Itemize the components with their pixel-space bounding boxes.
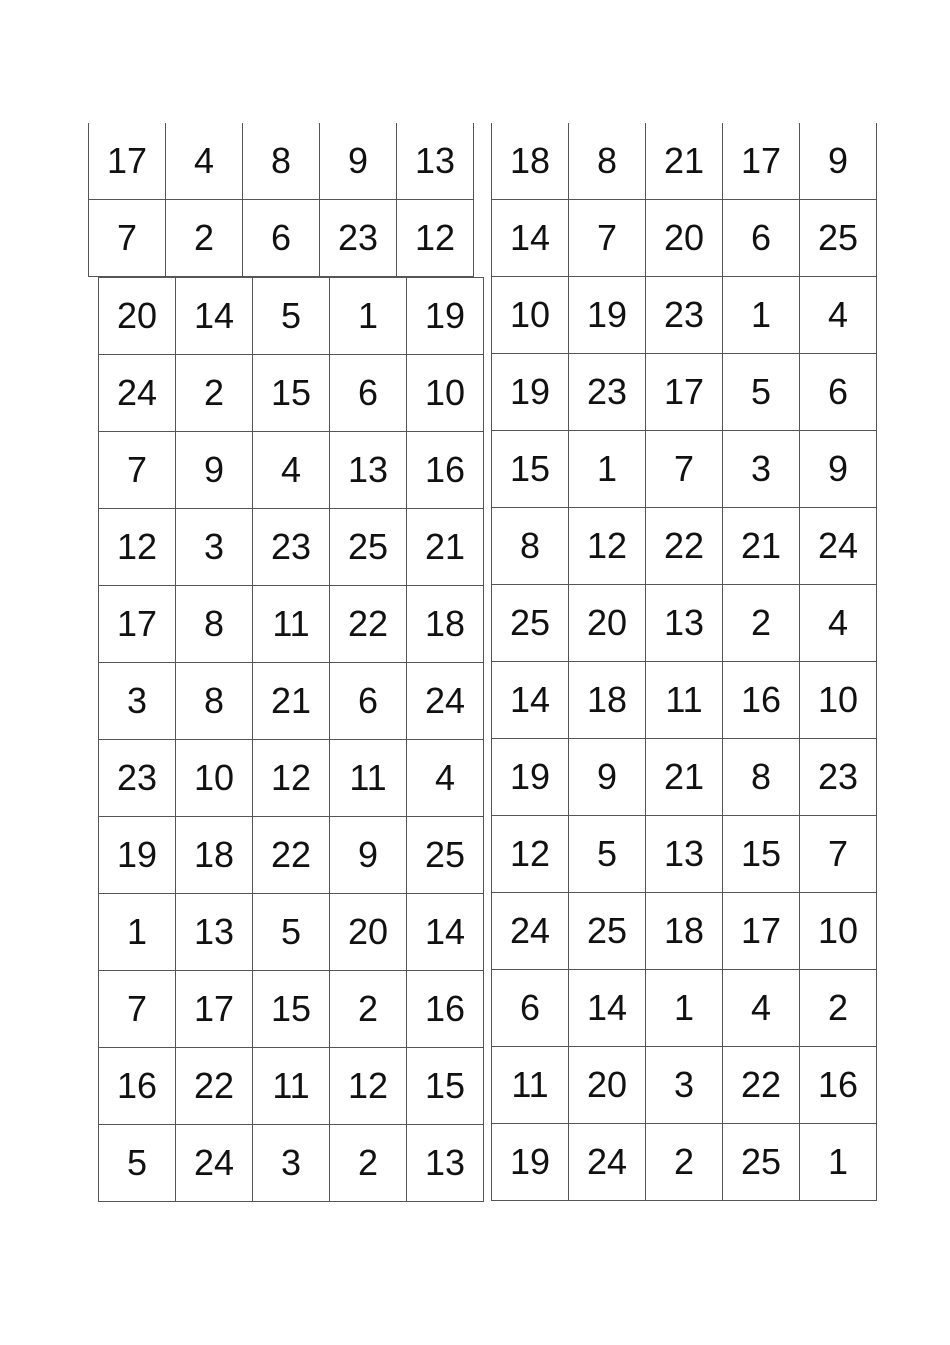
grid-cell: 19 [99,817,176,894]
grid-cell: 21 [646,739,723,816]
grid-cell: 9 [176,432,253,509]
grid-cell: 22 [723,1047,800,1124]
grid-cell: 4 [407,740,484,817]
grid-cell: 25 [492,585,569,662]
grid-cell: 21 [407,509,484,586]
grid-cell: 18 [407,586,484,663]
grid-cell: 4 [166,123,243,200]
grid-cell: 24 [176,1125,253,1202]
grid-cell: 1 [646,970,723,1047]
grid-cell: 16 [407,971,484,1048]
grid-cell: 13 [646,816,723,893]
grid-cell: 9 [800,431,877,508]
grid-cell: 23 [320,200,397,277]
grid-row [99,971,484,1048]
grid-cell: 20 [99,278,176,355]
grid-cell: 23 [569,354,646,431]
grid-cell: 13 [407,1125,484,1202]
grid-cell: 10 [176,740,253,817]
grid-cell: 22 [646,508,723,585]
grid-cell: 3 [99,663,176,740]
grid-cell: 20 [330,894,407,971]
grid-cell: 5 [723,354,800,431]
grid-cell: 23 [99,740,176,817]
grid-cell: 19 [569,277,646,354]
grid-row [99,1125,484,1202]
grid-cell: 8 [723,739,800,816]
grid-cell: 22 [253,817,330,894]
grid-row [492,893,877,970]
grid-cell: 8 [243,123,320,200]
grid-row [492,662,877,739]
grid-cell: 21 [646,123,723,200]
grid-cell: 19 [492,739,569,816]
grid-cell: 2 [330,1125,407,1202]
grid-row [99,894,484,971]
grid-cell: 7 [89,200,166,277]
grid-cell: 21 [723,508,800,585]
grid-cell: 4 [800,277,877,354]
grid-cell: 6 [800,354,877,431]
grid-row [99,432,484,509]
grid-cell: 23 [800,739,877,816]
grid-cell: 14 [176,278,253,355]
grid-cell: 11 [646,662,723,739]
grid-cell: 2 [800,970,877,1047]
grid-cell: 11 [492,1047,569,1124]
grid-cell: 17 [723,123,800,200]
grid-row [492,1124,877,1201]
grid-cell: 9 [800,123,877,200]
grid-cell: 24 [99,355,176,432]
grid-row [99,509,484,586]
grid-row [89,200,474,277]
grid-cell: 17 [176,971,253,1048]
grid-cell: 12 [492,816,569,893]
grid-row [492,816,877,893]
grid-row [492,277,877,354]
grid-cell: 7 [99,971,176,1048]
grid-cell: 7 [569,200,646,277]
grid-cell: 3 [176,509,253,586]
grid-cell: 11 [253,586,330,663]
grid-row [492,508,877,585]
grid-row [492,431,877,508]
grid-cell: 3 [723,431,800,508]
grid-cell: 12 [99,509,176,586]
grid-cell: 23 [253,509,330,586]
right-number-grid [491,123,877,1201]
grid-cell: 18 [569,662,646,739]
grid-cell: 18 [646,893,723,970]
grid-cell: 11 [253,1048,330,1125]
grid-cell: 10 [800,662,877,739]
grid-cell: 5 [569,816,646,893]
grid-row [492,1047,877,1124]
grid-cell: 6 [330,663,407,740]
grid-row [99,586,484,663]
grid-cell: 6 [723,200,800,277]
grid-cell: 6 [492,970,569,1047]
grid-cell: 15 [492,431,569,508]
grid-cell: 9 [330,817,407,894]
grid-cell: 3 [253,1125,330,1202]
grid-cell: 12 [397,200,474,277]
grid-cell: 10 [492,277,569,354]
grid-row [99,817,484,894]
grid-cell: 2 [330,971,407,1048]
grid-cell: 24 [569,1124,646,1201]
grid-cell: 14 [492,662,569,739]
grid-cell: 16 [407,432,484,509]
grid-cell: 8 [176,586,253,663]
grid-cell: 25 [407,817,484,894]
grid-cell: 15 [253,971,330,1048]
grid-cell: 17 [99,586,176,663]
grid-cell: 6 [243,200,320,277]
grid-cell: 13 [646,585,723,662]
grid-cell: 20 [569,585,646,662]
grid-cell: 24 [407,663,484,740]
left-top-number-grid [88,123,474,277]
grid-cell: 19 [492,1124,569,1201]
grid-cell: 12 [253,740,330,817]
grid-row [492,200,877,277]
grid-cell: 4 [800,585,877,662]
grid-cell: 13 [397,123,474,200]
grid-cell: 14 [407,894,484,971]
grid-cell: 24 [492,893,569,970]
grid-row [99,355,484,432]
grid-cell: 1 [569,431,646,508]
grid-row [99,1048,484,1125]
grid-cell: 10 [800,893,877,970]
grid-cell: 13 [330,432,407,509]
grid-cell: 22 [176,1048,253,1125]
grid-cell: 16 [723,662,800,739]
grid-cell: 19 [407,278,484,355]
grid-cell: 18 [492,123,569,200]
grid-cell: 24 [800,508,877,585]
grid-cell: 20 [569,1047,646,1124]
grid-cell: 14 [492,200,569,277]
grid-cell: 16 [99,1048,176,1125]
grid-cell: 17 [89,123,166,200]
grid-cell: 21 [253,663,330,740]
grid-cell: 25 [330,509,407,586]
grid-cell: 7 [646,431,723,508]
grid-cell: 13 [176,894,253,971]
grid-cell: 20 [646,200,723,277]
grid-cell: 16 [800,1047,877,1124]
grid-cell: 4 [723,970,800,1047]
grid-row [492,739,877,816]
grid-cell: 6 [330,355,407,432]
grid-cell: 5 [253,894,330,971]
grid-row [492,354,877,431]
grid-cell: 1 [723,277,800,354]
grid-cell: 5 [99,1125,176,1202]
left-main-number-grid [98,277,484,1202]
grid-row [89,123,474,200]
grid-cell: 25 [723,1124,800,1201]
grid-cell: 25 [569,893,646,970]
grid-row [492,585,877,662]
grid-cell: 3 [646,1047,723,1124]
grid-cell: 23 [646,277,723,354]
grid-cell: 2 [166,200,243,277]
grid-row [492,970,877,1047]
grid-cell: 4 [253,432,330,509]
grid-cell: 7 [99,432,176,509]
grid-cell: 22 [330,586,407,663]
grid-cell: 12 [569,508,646,585]
grid-cell: 1 [800,1124,877,1201]
grid-cell: 15 [407,1048,484,1125]
grid-cell: 10 [407,355,484,432]
grid-row [99,740,484,817]
grid-cell: 17 [646,354,723,431]
grid-cell: 7 [800,816,877,893]
grid-cell: 9 [320,123,397,200]
grid-cell: 18 [176,817,253,894]
grid-row [492,123,877,200]
grid-cell: 2 [646,1124,723,1201]
grid-cell: 2 [723,585,800,662]
grid-cell: 2 [176,355,253,432]
grid-cell: 5 [253,278,330,355]
grid-cell: 25 [800,200,877,277]
grid-cell: 9 [569,739,646,816]
grid-cell: 12 [330,1048,407,1125]
grid-cell: 8 [492,508,569,585]
grid-cell: 8 [176,663,253,740]
grid-cell: 1 [99,894,176,971]
grid-row [99,278,484,355]
grid-cell: 11 [330,740,407,817]
grid-cell: 15 [723,816,800,893]
grid-row [99,663,484,740]
grid-cell: 17 [723,893,800,970]
grid-cell: 14 [569,970,646,1047]
grid-cell: 15 [253,355,330,432]
grid-cell: 19 [492,354,569,431]
grid-cell: 1 [330,278,407,355]
grid-cell: 8 [569,123,646,200]
